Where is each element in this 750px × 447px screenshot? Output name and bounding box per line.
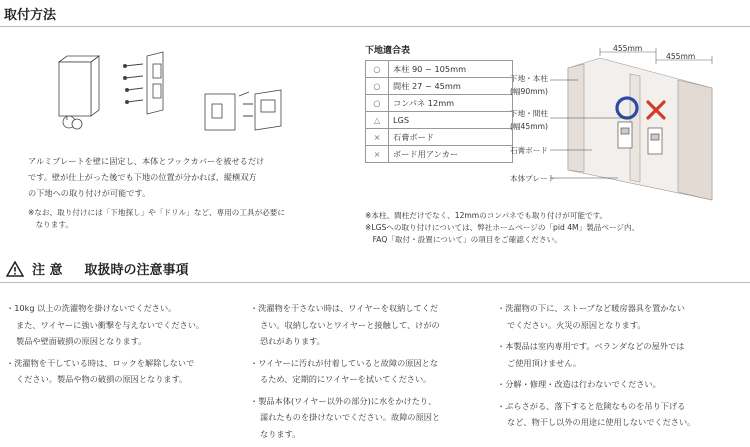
table-row	[366, 112, 513, 129]
caution-line: 恐れがあります。	[260, 336, 325, 346]
caution-line: など、物干し以外の用途に使用しないでください。	[507, 417, 696, 427]
label-cell: コンパネ 12mm	[389, 95, 513, 112]
mark-cell: ×	[366, 146, 389, 163]
label-cell: ボード用アンカー	[389, 146, 513, 163]
caution-divider	[0, 282, 750, 283]
mark-cell: ○	[366, 78, 389, 95]
installation-illustration	[55, 44, 295, 136]
caution-line: ・本製品は室内専用です。ベランダなどの屋外では	[497, 341, 685, 351]
table-row	[366, 95, 513, 112]
table-row	[366, 146, 513, 163]
caution-line: ・製品本体(ワイヤー以外の部分)に水をかけたり、	[250, 395, 437, 406]
install-description	[28, 153, 298, 201]
caution-text: ぶらさがる、落下すると危険なものを吊り下げる	[505, 400, 686, 411]
compat-note-line: FAQ「取付・設置について」の項目をご確認ください。	[365, 235, 562, 244]
caution-item	[6, 355, 238, 388]
compat-note-line: ※LGSへの取り付けについては、弊社ホームページの「pid 4M」製品ページ内、	[365, 223, 640, 232]
caution-item	[497, 398, 747, 431]
caution-line: ・10kg 以上の洗濯物を掛けないでください。	[6, 303, 177, 313]
caution-title: 取扱時の注意事項	[84, 263, 189, 278]
install-desc-line: アルミプレートを壁に固定し、本体とフックカバーを被せるだけ	[28, 156, 265, 166]
caution-text: 製品本体(ワイヤー以外の部分)に水をかけたり、	[258, 395, 437, 406]
label-honbashira	[510, 72, 548, 98]
caution-line: ・洗濯物の下に、ストーブなど暖房器具を置かない	[497, 303, 685, 313]
label-sekko: 石膏ボード	[510, 146, 548, 155]
caution-item	[497, 338, 747, 371]
caution-text: 分解・修理・改造は行わないでください。	[505, 379, 661, 389]
label-mabashira-width: (幅45mm)	[510, 122, 548, 131]
caution-line: ご使用頂けません。	[507, 357, 582, 368]
caution-line: ・ワイヤーに汚れが付着していると故障の原因とな	[250, 357, 439, 368]
caution-text: 本製品は室内専用です。ベランダなどの屋外では	[505, 341, 685, 351]
table-row	[366, 78, 513, 95]
caution-line: ・ぶらさがる、落下すると危険なものを吊り下げる	[497, 400, 686, 411]
caution-line: ・洗濯物を干している時は、ロックを解除しないで	[6, 357, 195, 368]
caution-item	[250, 300, 485, 350]
compat-note-line: ※本柱、間柱だけでなく、12mmのコンパネでも取り付けが可能です。	[365, 211, 608, 220]
table-row	[366, 129, 513, 146]
caution-line: なります。	[260, 428, 301, 439]
compat-note	[365, 210, 745, 246]
label-cell: LGS	[389, 112, 513, 129]
install-desc-line: です。壁が仕上がった後でも下地の位置が分かれば、縦横双方	[28, 172, 257, 182]
caution-text: 洗濯物の下に、ストーブなど暖房器具を置かない	[505, 303, 685, 313]
caution-line: ・分解・修理・改造は行わないでください。	[497, 379, 661, 389]
label-honbashira-text: 下地・本柱	[510, 74, 548, 83]
caution-line: るため、定期的にワイヤーを拭いてください。	[260, 374, 432, 384]
install-note-line: なります。	[28, 220, 73, 229]
caution-item	[497, 376, 747, 393]
caution-column-1	[6, 300, 238, 393]
install-note	[28, 207, 318, 231]
caution-column-2	[250, 300, 485, 447]
warning-icon	[6, 261, 24, 277]
install-desc-line: の下地への取り付けが可能です。	[28, 188, 151, 198]
mark-cell: △	[366, 112, 389, 129]
dim-label-1: 455mm	[613, 44, 643, 53]
label-mabashira	[510, 107, 548, 133]
caution-item	[6, 300, 238, 350]
header-divider	[0, 26, 750, 27]
label-cell: 石膏ボード	[389, 129, 513, 146]
caution-text: ワイヤーに汚れが付着していると故障の原因とな	[258, 357, 439, 368]
mark-cell: ×	[366, 129, 389, 146]
label-cell: 間柱 27 ~ 45mm	[389, 78, 513, 95]
caution-line: でください。火災の原因となります。	[507, 319, 646, 330]
mark-cell: ○	[366, 95, 389, 112]
install-note-line: ※なお、取り付けには「下地探し」や「ドリル」など、専用の工具が必要に	[28, 208, 285, 217]
label-cell: 本柱 90 ~ 105mm	[389, 61, 513, 78]
caution-item	[250, 355, 485, 388]
compatibility-table	[365, 60, 513, 163]
caution-heading	[6, 259, 189, 278]
caution-item	[497, 300, 747, 333]
mark-cell: ○	[366, 61, 389, 78]
table-row	[366, 61, 513, 78]
caution-line: また、ワイヤーに強い衝撃を与えないでください。	[16, 319, 205, 330]
caution-label: 注 意	[32, 263, 63, 278]
caution-line: 製品や壁面破損の原因となります。	[16, 336, 147, 346]
table-title: 下地適合表	[365, 46, 411, 56]
caution-text: 10kg 以上の洗濯物を掛けないでください。	[14, 303, 177, 313]
section-title: 取付方法	[4, 8, 57, 23]
caution-column-3	[497, 300, 747, 436]
label-mabashira-text: 下地・間柱	[510, 109, 548, 118]
caution-text: 洗濯物を干さない時は、ワイヤーを収納してくだ	[258, 303, 439, 313]
caution-item	[250, 393, 485, 443]
caution-line: さい。収納しないとワイヤーと接触して、けがの	[260, 319, 440, 330]
dim-label-2: 455mm	[666, 52, 696, 61]
caution-line: ください。製品や物の破損の原因となります。	[16, 374, 188, 384]
caution-text: 洗濯物を干している時は、ロックを解除しないで	[14, 357, 195, 368]
label-honbashira-width: (幅90mm)	[510, 87, 548, 96]
label-plate: 本体プレート	[510, 174, 556, 183]
caution-line: ・洗濯物を干さない時は、ワイヤーを収納してくだ	[250, 303, 439, 313]
caution-line: 濡れたものを掛けないでください。故障の原因と	[260, 412, 441, 422]
